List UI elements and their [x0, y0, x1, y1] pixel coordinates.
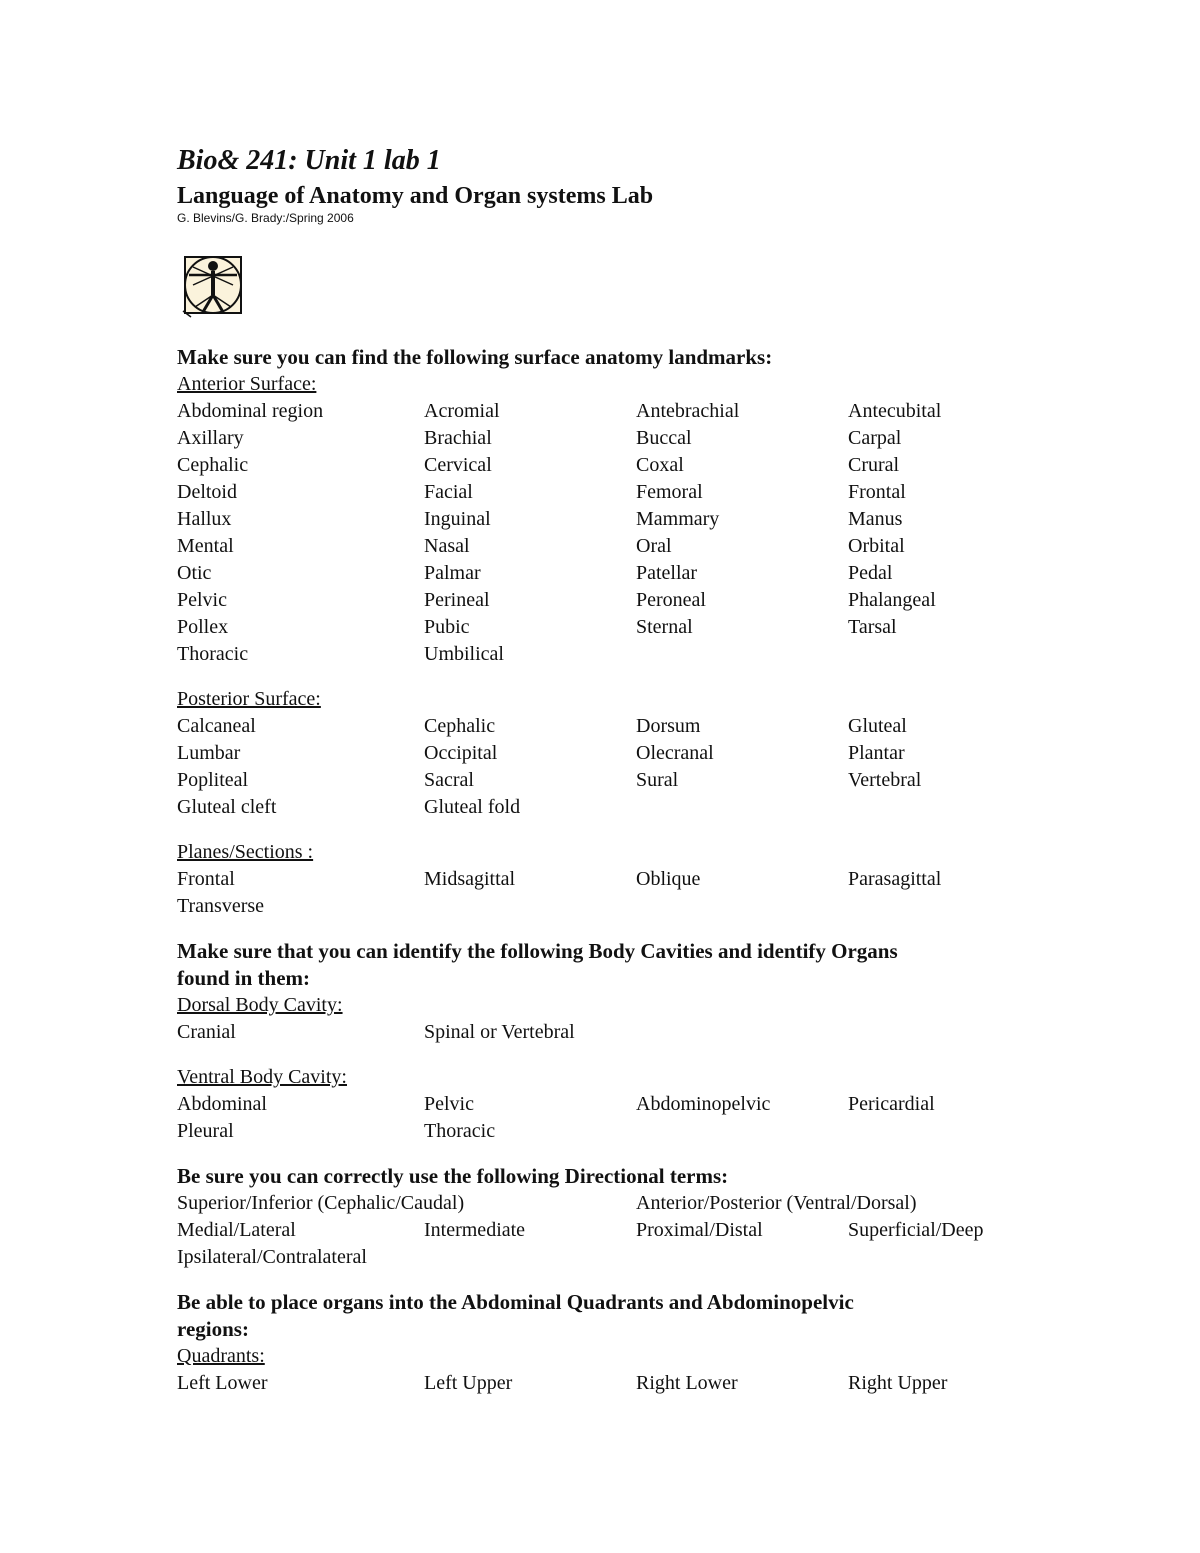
- ventral-cavity-term: Pleural: [177, 1120, 234, 1142]
- posterior-term: [636, 794, 848, 821]
- cavities-heading-line1: Make sure that you can identify the following Body Cavities and identify Organs: [177, 939, 898, 963]
- term-row: [177, 479, 1077, 506]
- term-row: [177, 1370, 1077, 1397]
- term-row: [177, 794, 1077, 821]
- posterior-term: Popliteal: [177, 769, 249, 791]
- posterior-term: Sacral: [424, 769, 474, 791]
- anterior-term: Otic: [177, 562, 212, 584]
- quadrant-term: Left Lower: [177, 1372, 268, 1394]
- anterior-term: Inguinal: [424, 508, 491, 530]
- quadrants-heading-line2: regions:: [177, 1317, 249, 1341]
- anterior-term: Pedal: [848, 562, 893, 584]
- plane-term: Parasagittal: [848, 868, 942, 890]
- posterior-term: Calcaneal: [177, 715, 256, 737]
- anterior-term: Perineal: [424, 589, 490, 611]
- anterior-term: Pollex: [177, 616, 229, 638]
- anterior-term: [636, 641, 848, 668]
- directional-term: Ipsilateral/Contralateral: [177, 1246, 367, 1268]
- anterior-term: Tarsal: [848, 616, 897, 638]
- plane-term: Transverse: [177, 895, 265, 917]
- posterior-term: Gluteal fold: [424, 796, 521, 818]
- anterior-term: Acromial: [424, 400, 500, 422]
- posterior-term: Olecranal: [636, 742, 714, 764]
- term-row: [177, 641, 1077, 668]
- term-row: [177, 506, 1077, 533]
- anterior-term: Coxal: [636, 454, 684, 476]
- term-row: [177, 1118, 1077, 1145]
- anterior-term: Mammary: [636, 508, 720, 530]
- anterior-term: Buccal: [636, 427, 692, 449]
- ventral-cavity-term: Thoracic: [424, 1120, 496, 1142]
- ventral-cavity-term: Abdominal: [177, 1093, 267, 1115]
- doc-subtitle: Language of Anatomy and Organ systems Lab: [177, 183, 654, 209]
- anterior-term: Brachial: [424, 427, 492, 449]
- term-row: [177, 425, 1077, 452]
- term-row: [177, 587, 1077, 614]
- anterior-term: Hallux: [177, 508, 232, 530]
- quadrants-list: [177, 1370, 1077, 1397]
- planes-sections-label: Planes/Sections :: [177, 841, 314, 863]
- posterior-term: Sural: [636, 769, 679, 791]
- anterior-term: Pelvic: [177, 589, 227, 611]
- term-row: [177, 1091, 1077, 1118]
- posterior-term: Vertebral: [848, 769, 922, 791]
- term-row: [177, 398, 1077, 425]
- posterior-term: Lumbar: [177, 742, 241, 764]
- posterior-surface-label: Posterior Surface:: [177, 688, 321, 710]
- dorsal-cavity-term: [848, 1019, 1068, 1046]
- plane-term: [636, 893, 848, 920]
- anterior-term: Pubic: [424, 616, 470, 638]
- quadrant-term: Right Lower: [636, 1372, 738, 1394]
- term-row: [177, 740, 1077, 767]
- posterior-term: [848, 794, 1068, 821]
- anterior-term: Mental: [177, 535, 234, 557]
- plane-term: Oblique: [636, 868, 701, 890]
- doc-title: Bio& 241: Unit 1 lab 1: [177, 145, 441, 176]
- plane-term: Frontal: [177, 868, 235, 890]
- anterior-term: Sternal: [636, 616, 693, 638]
- anterior-term: Femoral: [636, 481, 703, 503]
- directional-row: [177, 1217, 1077, 1244]
- anterior-term: Antebrachial: [636, 400, 740, 422]
- anterior-surface-label: Anterior Surface:: [177, 373, 317, 395]
- anterior-term: Carpal: [848, 427, 902, 449]
- term-row: [177, 713, 1077, 740]
- directional-row: [177, 1190, 1077, 1217]
- posterior-term: Plantar: [848, 742, 905, 764]
- quadrant-term: Right Upper: [848, 1372, 948, 1394]
- anterior-term: Cephalic: [177, 454, 249, 476]
- quadrant-term: Left Upper: [424, 1372, 513, 1394]
- document-page: [177, 143, 1077, 1397]
- planes-sections-list: [177, 866, 1077, 920]
- directional-term: Anterior/Posterior (Ventral/Dorsal): [636, 1192, 917, 1214]
- cavities-heading-line2: found in them:: [177, 966, 311, 990]
- posterior-term: Cephalic: [424, 715, 496, 737]
- anterior-term: Facial: [424, 481, 473, 503]
- anterior-term: Cervical: [424, 454, 492, 476]
- vitruvian-man-logo: [181, 251, 247, 319]
- directional-term: Medial/Lateral: [177, 1219, 296, 1241]
- anterior-term: Abdominal region: [177, 400, 324, 422]
- anterior-term: Thoracic: [177, 643, 249, 665]
- anterior-term: Peroneal: [636, 589, 706, 611]
- anterior-term: Phalangeal: [848, 589, 936, 611]
- ventral-cavity-term: [848, 1118, 1068, 1145]
- anterior-term: Orbital: [848, 535, 905, 557]
- plane-term: Midsagittal: [424, 868, 516, 890]
- dorsal-cavity-list: [177, 1019, 1077, 1046]
- term-row: [177, 767, 1077, 794]
- anterior-term: Patellar: [636, 562, 698, 584]
- quadrants-heading-line1: Be able to place organs into the Abdominal Quadrants and Abdominopelvic: [177, 1290, 854, 1314]
- anterior-term: Manus: [848, 508, 903, 530]
- term-row: [177, 533, 1077, 560]
- surface-heading: Make sure you can find the following surface anatomy landmarks:: [177, 345, 773, 369]
- posterior-term: Occipital: [424, 742, 498, 764]
- anterior-term: Umbilical: [424, 643, 504, 665]
- posterior-term: Gluteal cleft: [177, 796, 277, 818]
- dorsal-cavity-term: Cranial: [177, 1021, 236, 1043]
- ventral-cavity-term: Pelvic: [424, 1093, 474, 1115]
- ventral-cavity-label: Ventral Body Cavity:: [177, 1066, 347, 1088]
- anterior-term: Frontal: [848, 481, 906, 503]
- doc-authors: G. Blevins/G. Brady:/Spring 2006: [177, 211, 354, 225]
- term-row: [177, 614, 1077, 641]
- plane-term: [848, 893, 1068, 920]
- directional-term: Proximal/Distal: [636, 1219, 763, 1241]
- anterior-term: Palmar: [424, 562, 481, 584]
- ventral-cavity-term: Abdominopelvic: [636, 1093, 771, 1115]
- anterior-term: Axillary: [177, 427, 244, 449]
- directional-term: Superior/Inferior (Cephalic/Caudal): [177, 1192, 465, 1214]
- anterior-term: Oral: [636, 535, 672, 557]
- posterior-term: Dorsum: [636, 715, 701, 737]
- dorsal-cavity-term: Spinal or Vertebral: [424, 1021, 575, 1043]
- directional-heading: Be sure you can correctly use the following Directional terms:: [177, 1164, 729, 1188]
- term-row: [177, 893, 1077, 920]
- quadrants-label: Quadrants:: [177, 1345, 265, 1367]
- plane-term: [424, 893, 636, 920]
- directional-term: Superficial/Deep: [848, 1219, 984, 1241]
- term-row: [177, 452, 1077, 479]
- directional-term: Intermediate: [424, 1219, 526, 1241]
- dorsal-cavity-term: [636, 1019, 848, 1046]
- term-row: [177, 866, 1077, 893]
- term-row: [177, 1019, 1077, 1046]
- dorsal-cavity-label: Dorsal Body Cavity:: [177, 994, 343, 1016]
- directional-row: [177, 1244, 1077, 1271]
- ventral-cavity-term: Pericardial: [848, 1093, 935, 1115]
- ventral-cavity-list: [177, 1091, 1077, 1145]
- anterior-term: Antecubital: [848, 400, 942, 422]
- posterior-term: Gluteal: [848, 715, 907, 737]
- posterior-surface-list: [177, 713, 1077, 821]
- anterior-term: Crural: [848, 454, 900, 476]
- anterior-surface-list: [177, 398, 1077, 668]
- term-row: [177, 560, 1077, 587]
- ventral-cavity-term: [636, 1118, 848, 1145]
- anterior-term: Deltoid: [177, 481, 237, 503]
- anterior-term: [848, 641, 1068, 668]
- anterior-term: Nasal: [424, 535, 470, 557]
